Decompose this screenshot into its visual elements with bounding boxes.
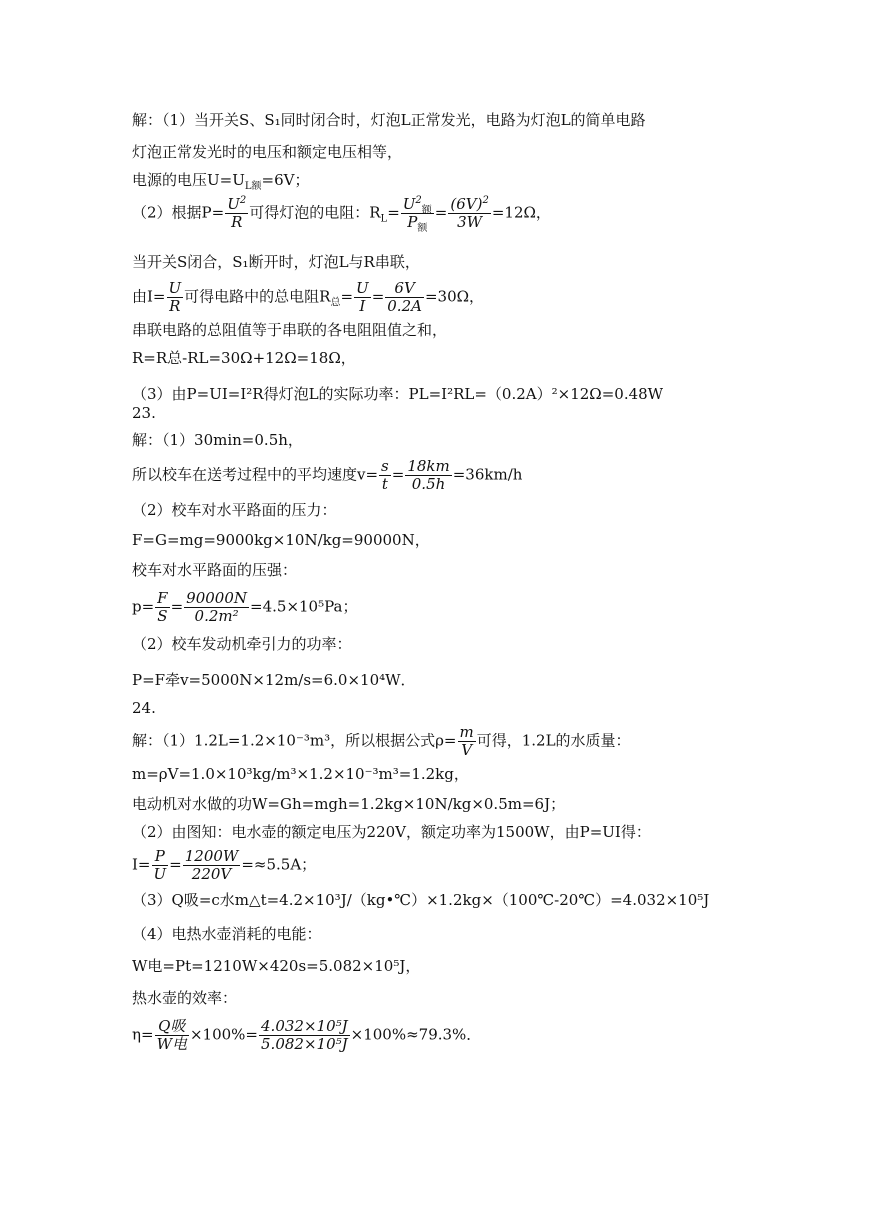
text: 可得电路中的总电阻R	[184, 287, 331, 306]
text: =	[169, 855, 182, 874]
denominator: 0.2A	[387, 297, 422, 315]
numerator: 1200W	[184, 847, 239, 865]
sub: L额	[244, 181, 262, 192]
solution-22-line-3	[132, 170, 309, 190]
solution-24-line-4: （2）由图知：电水壶的额定电压为220V，额定功率为1500W，由P=UI得：	[132, 823, 651, 841]
numerator: $U^2$	[227, 195, 247, 213]
denominator: 0.2m²	[194, 607, 239, 625]
numerator: F	[157, 589, 168, 607]
denominator: R	[231, 213, 243, 231]
numerator: m	[459, 723, 474, 741]
solution-23-line-8: P=F牵v=5000N×12m/s=6.0×10⁴W．	[132, 671, 416, 689]
pressure-line	[132, 590, 357, 625]
denominator: $P_额$	[407, 213, 428, 234]
text: （2）根据P=	[132, 203, 225, 222]
numerator: 4.032×10⁵J	[261, 1017, 348, 1035]
text: p=	[132, 597, 155, 616]
text: 由I=	[132, 287, 166, 306]
efficiency-line	[132, 1018, 481, 1053]
text: ×100%=	[189, 1025, 259, 1044]
numerator: $(6V)^2$	[450, 195, 489, 213]
text: 解：（1）1.2L=1.2×10⁻³m³，所以根据公式ρ=	[132, 731, 457, 750]
text: =	[391, 465, 405, 484]
question-number-24: 24.	[132, 699, 156, 717]
text: =	[387, 203, 400, 222]
solution-22-line-5: 当开关S闭合，S₁断开时，灯泡L与R串联，	[132, 253, 420, 271]
solution-23-line-1: 解：（1）30min=0.5h，	[132, 431, 303, 449]
denominator: W电	[156, 1035, 187, 1053]
solution-23-line-3: （2）校车对水平路面的压力：	[132, 501, 337, 519]
fraction-f-over-s	[155, 590, 169, 625]
numerator: 6V	[385, 280, 424, 298]
solution-22-line-8: R=R总-RL=30Ω+12Ω=18Ω，	[132, 349, 356, 367]
numerator: 18km	[407, 457, 450, 475]
text: =6V；	[261, 171, 310, 189]
denominator: t	[381, 475, 388, 493]
total-resistance-line	[132, 280, 484, 315]
denominator: I	[359, 297, 366, 315]
text: I=	[132, 855, 151, 874]
fraction-q-over-w	[155, 1018, 189, 1053]
denominator: V	[461, 741, 473, 759]
text: =	[340, 287, 354, 306]
fraction-values	[405, 458, 451, 493]
water-mass-line	[132, 724, 631, 759]
text: η=	[132, 1025, 154, 1044]
solution-23-line-7: （2）校车发动机牵引力的功率：	[132, 635, 352, 653]
text: =4.5×10⁵Pa；	[250, 597, 358, 616]
numerator: s	[381, 457, 389, 475]
numerator: U	[168, 279, 182, 297]
fraction-rated	[401, 195, 434, 234]
solution-23-line-4: F=G=mg=9000kg×10N/kg=90000N，	[132, 531, 430, 549]
fraction-values	[448, 196, 490, 231]
fraction-u-over-i	[354, 280, 371, 315]
text: =	[170, 597, 184, 616]
numerator: P	[152, 848, 169, 866]
numerator: U	[356, 279, 369, 297]
fraction-m-over-v	[458, 724, 476, 759]
text: =≈5.5A；	[241, 855, 317, 874]
text: 所以校车在送考过程中的平均速度v=	[132, 465, 379, 484]
text: =	[371, 287, 385, 306]
fraction-s-over-t	[379, 458, 391, 493]
solution-22-line-2: 灯泡正常发光时的电压和额定电压相等，	[132, 143, 403, 161]
text: =12Ω，	[491, 203, 551, 222]
solution-24-line-8: W电=Pt=1210W×420s=5.082×10⁵J，	[132, 957, 421, 975]
fraction-u2-over-r	[225, 196, 248, 231]
sub: L	[380, 213, 388, 225]
current-line	[132, 848, 316, 883]
solution-22-line-7: 串联电路的总阻值等于串联的各电阻阻值之和，	[132, 321, 448, 339]
sub: 总	[330, 297, 341, 309]
solution-24-line-6: （3）Q吸=c水m△t=4.2×10³J/（kg•℃）×1.2kg×（100℃-20℃）=4.032×10⁵J	[132, 891, 710, 909]
fraction-u-over-r	[167, 280, 184, 315]
denominator: 5.082×10⁵J	[261, 1035, 348, 1053]
denominator: R	[169, 297, 181, 315]
question-number-23: 23.	[132, 404, 156, 422]
solution-24-line-9: 热水壶的效率：	[132, 989, 238, 1007]
text: 电源的电压U=U	[132, 171, 245, 189]
fraction-values	[183, 848, 241, 883]
numerator: Q吸	[155, 1018, 189, 1036]
average-speed-line	[132, 458, 522, 493]
denominator: U	[153, 865, 167, 883]
solution-22-line-9: （3）由P=UI=I²R得灯泡L的实际功率：PL=I²RL=（0.2A）²×12Ω=0.48W	[132, 385, 664, 403]
denominator: 220V	[191, 865, 232, 883]
solution-24-line-7: （4）电热水壶消耗的电能：	[132, 925, 322, 943]
resistance-formula-line	[132, 195, 551, 234]
fraction-values	[385, 280, 424, 315]
fraction-values	[259, 1018, 350, 1053]
text: =	[434, 203, 448, 222]
text: =30Ω，	[424, 287, 485, 306]
denominator: S	[157, 607, 168, 625]
text: 可得灯泡的电阻：R	[249, 203, 381, 222]
denominator: 0.5h	[411, 475, 446, 493]
text: ×100%≈79.3%．	[350, 1025, 482, 1044]
numerator: 90000N	[186, 589, 248, 607]
solution-24-line-3: 电动机对水做的功W=Gh=mgh=1.2kg×10N/kg×0.5m=6J；	[132, 795, 566, 813]
solution-22-line-1: 解：（1）当开关S、S₁同时闭合时，灯泡L正常发光，电路为灯泡L的简单电路	[132, 111, 646, 129]
numerator: $U^2_额$	[402, 195, 432, 216]
denominator: 3W	[457, 213, 483, 231]
fraction-p-over-u	[152, 848, 169, 883]
solution-24-line-2: m=ρV=1.0×10³kg/m³×1.2×10⁻³m³=1.2kg，	[132, 765, 469, 783]
fraction-values	[184, 590, 249, 625]
text: 可得，1.2L的水质量：	[476, 731, 631, 750]
text: =36km/h	[452, 465, 523, 484]
solution-23-line-5: 校车对水平路面的压强：	[132, 561, 298, 579]
